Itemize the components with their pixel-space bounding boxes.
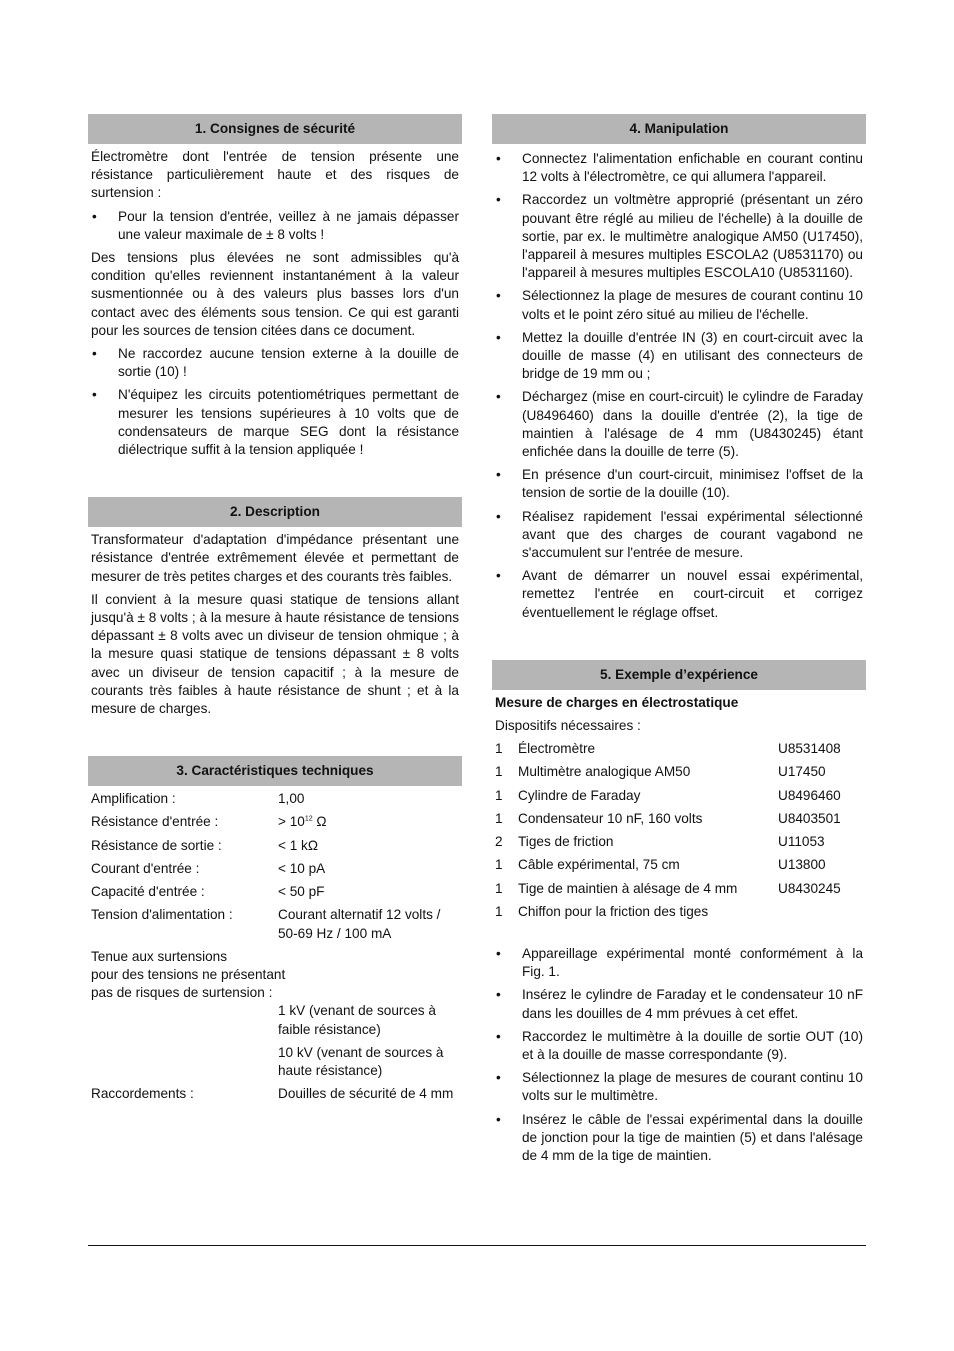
paragraph: Électromètre dont l'entrée de tension présente une résistance particulièrement haute et des risques de surtension : bbox=[91, 149, 459, 201]
paragraph: Transformateur d'adaptation d'impédance présentant une résistance d'entrée extrêmement élevée et permettant de mesurer de très petites charges et des courants très faibles. bbox=[91, 532, 459, 584]
equipment-name: Multimètre analogique AM50 bbox=[518, 764, 691, 780]
footer-rule bbox=[88, 1245, 866, 1246]
bullet-icon: • bbox=[496, 192, 501, 208]
equipment-code: U8403501 bbox=[778, 810, 841, 826]
equipment-name: Cylindre de Faraday bbox=[518, 787, 641, 803]
equipment-code: U11053 bbox=[778, 834, 825, 850]
equipment-row bbox=[495, 903, 863, 926]
bullet-icon: • bbox=[496, 1070, 501, 1086]
bullet-icon: • bbox=[496, 1028, 501, 1044]
spec-value: < 10 pA bbox=[278, 860, 326, 876]
equipment-row bbox=[495, 810, 863, 833]
equipment-qty: 1 bbox=[495, 857, 503, 873]
tenue-block bbox=[91, 948, 459, 1080]
spec-value: < 1 kΩ bbox=[278, 837, 319, 853]
spec-key: Résistance de sortie : bbox=[91, 837, 222, 853]
equipment-row bbox=[495, 856, 863, 879]
bullet-list bbox=[91, 345, 459, 459]
list-item: • Appareillage expérimental monté conformément à la Fig. 1. bbox=[496, 945, 863, 980]
spec-key: Courant d'entrée : bbox=[91, 860, 200, 876]
equipment-code: U17450 bbox=[778, 764, 826, 780]
list-item: • Raccordez un voltmètre approprié (présentant un zéro pouvant être réglé au milieu de l'échelle) à la douille de sortie, par ex. le multimètre analogique AM50 (U17450), l'appareil à mesures multiples ESCOLA2 (U8531170) ou l'appareil à mesures multiples ESCOLA10 (U8531160). bbox=[496, 192, 863, 281]
equipment-row bbox=[495, 880, 863, 903]
spec-value: < 50 pF bbox=[278, 884, 325, 900]
equipment-qty: 1 bbox=[495, 810, 503, 826]
list-item: • Insérez le cylindre de Faraday et le condensateur 10 nF dans les douilles de 4 mm prévues à cet effet. bbox=[496, 987, 863, 1021]
equipment-name: Tiges de friction bbox=[518, 834, 614, 850]
right-column bbox=[492, 114, 866, 1170]
spec-row bbox=[91, 837, 459, 860]
section-title: 2. Description bbox=[88, 497, 462, 527]
equipment-code bbox=[778, 903, 863, 926]
experiment-subtitle: Mesure de charges en électrostatique bbox=[495, 694, 739, 710]
bullet-icon: • bbox=[92, 387, 97, 403]
equipment-row bbox=[495, 763, 863, 786]
equipment-row bbox=[495, 740, 863, 763]
equipment-qty: 1 bbox=[495, 880, 503, 896]
bullet-icon: • bbox=[92, 346, 97, 362]
equipment-qty: 1 bbox=[495, 764, 503, 780]
bullet-icon: • bbox=[496, 467, 501, 483]
bullet-icon: • bbox=[496, 1111, 501, 1127]
equipment-qty: 1 bbox=[495, 741, 503, 757]
equipment-name: Câble expérimental, 75 cm bbox=[518, 857, 680, 873]
spec-value: Courant alternatif 12 volts / 50-69 Hz / 100 mA bbox=[278, 907, 441, 941]
spec-value: Douilles de sécurité de 4 mm bbox=[278, 1086, 454, 1102]
specs-table bbox=[91, 790, 459, 947]
equipment-qty: 1 bbox=[495, 787, 503, 803]
equipment-row bbox=[495, 787, 863, 810]
section-title: 4. Manipulation bbox=[492, 114, 866, 144]
section-title: 3. Caractéristiques techniques bbox=[88, 756, 462, 786]
equipment-name: Condensateur 10 nF, 160 volts bbox=[518, 810, 703, 826]
tenue-value: 10 kV (venant de sources à haute résistance) bbox=[278, 1044, 444, 1078]
spec-row bbox=[91, 883, 459, 906]
list-item: • Déchargez (mise en court-circuit) le cylindre de Faraday (U8496460) dans la douille d'entrée (2), la tige de maintien à l'alésage de 4 mm (U8430245) étant enfichée dans la douille de terre (5). bbox=[496, 389, 863, 460]
spec-row bbox=[91, 906, 459, 947]
section-description bbox=[88, 497, 462, 718]
bullet-list bbox=[91, 208, 459, 244]
bullet-icon: • bbox=[496, 568, 501, 584]
spec-value: 1,00 bbox=[278, 791, 305, 807]
equipment-code: U8430245 bbox=[778, 880, 841, 896]
equipment-name: Électromètre bbox=[518, 741, 596, 757]
section-specs bbox=[88, 756, 462, 1108]
connections-row bbox=[91, 1085, 459, 1108]
list-item: • Mettez la douille d'entrée IN (3) en court-circuit avec la douille de masse (4) en utilisant des connecteurs de bridge de 19 mm ou ; bbox=[496, 329, 863, 382]
equipment-qty: 2 bbox=[495, 834, 503, 850]
left-column bbox=[88, 114, 462, 1108]
bullet-list bbox=[495, 945, 863, 1165]
paragraph: Il convient à la mesure quasi statique de tensions allant jusqu'à ± 8 volts ; à la mesure à haute résistance de tensions dépassant ± 8 volts avec un diviseur de tension ohmique ; à la mesure quasi statique de tensions dépassant ± 8 volts avec un diviseur de tension capacitif ; à la mesure de courants très faibles à haute résistance de shunt ; et à la mesure de charges. bbox=[91, 591, 459, 717]
equipment-name: Tige de maintien à alésage de 4 mm bbox=[518, 880, 738, 896]
bullet-icon: • bbox=[496, 508, 501, 524]
equipment-row bbox=[495, 833, 863, 856]
bullet-list bbox=[495, 150, 863, 622]
tenue-label: pas de risques de surtension : bbox=[91, 985, 273, 1001]
equipment-table bbox=[495, 740, 863, 926]
list-item: • Pour la tension d'entrée, veillez à ne jamais dépasser une valeur maximale de ± 8 volts ! bbox=[92, 208, 459, 242]
list-item: • Avant de démarrer un nouvel essai expérimental, remettez l'entrée en court-circuit et corrigez éventuellement le réglage offset. bbox=[496, 568, 863, 620]
list-item: • Raccordez le multimètre à la douille de sortie OUT (10) et à la douille de masse correspondante (9). bbox=[496, 1028, 863, 1062]
spec-row bbox=[91, 790, 459, 813]
tenue-label: Tenue aux surtensions bbox=[91, 948, 228, 964]
list-item: • N'équipez les circuits potentiométriques permettant de mesurer les tensions supérieures à 10 volts que de condensateurs de marque SEG dont la résistance diélectrique suffit à la tension appliquée ! bbox=[92, 387, 459, 458]
tenue-label: pour des tensions ne présentant bbox=[91, 966, 286, 982]
section-title: 5. Exemple d’expérience bbox=[492, 660, 866, 690]
bullet-icon: • bbox=[92, 208, 97, 224]
bullet-icon: • bbox=[496, 288, 501, 304]
spec-key: Capacité d'entrée : bbox=[91, 884, 205, 900]
equipment-code: U8496460 bbox=[778, 787, 841, 803]
spec-key: Résistance d'entrée : bbox=[91, 814, 219, 830]
section-title: 1. Consignes de sécurité bbox=[88, 114, 462, 144]
spec-row bbox=[91, 813, 459, 836]
list-item: • Sélectionnez la plage de mesures de courant continu 10 volts et le point zéro situé au milieu de l'échelle. bbox=[496, 288, 863, 322]
list-item: • En présence d'un court-circuit, minimisez l'offset de la tension de sortie de la douille (10). bbox=[496, 467, 863, 501]
list-item: • Insérez le câble de l'essai expérimental dans la douille de jonction pour la tige de maintien (5) et dans l'alésage de 4 mm de la tige de maintien. bbox=[496, 1111, 863, 1163]
list-item: • Ne raccordez aucune tension externe à la douille de sortie (10) ! bbox=[92, 346, 459, 380]
section-experiment bbox=[492, 660, 866, 1165]
bullet-icon: • bbox=[496, 987, 501, 1003]
bullet-icon: • bbox=[496, 151, 501, 166]
spec-row bbox=[91, 860, 459, 883]
list-item: • Réalisez rapidement l'essai expérimental sélectionné avant que des charges de courant vagabond ne s'accumulent sur l'entrée de mesure. bbox=[496, 508, 863, 561]
bullet-icon: • bbox=[496, 389, 501, 405]
equipment-qty: 1 bbox=[495, 903, 503, 919]
section-safety bbox=[88, 114, 462, 459]
equipment-code: U13800 bbox=[778, 857, 826, 873]
bullet-icon: • bbox=[496, 329, 501, 345]
spec-key: Amplification : bbox=[91, 791, 176, 807]
spec-value: > $10^{12}$ Ω bbox=[278, 814, 327, 830]
spec-key: Raccordements : bbox=[91, 1086, 194, 1102]
section-manipulation bbox=[492, 114, 866, 622]
tenue-value: 1 kV (venant de sources à faible résistance) bbox=[278, 1003, 436, 1037]
equipment-code: U8531408 bbox=[778, 741, 841, 757]
paragraph: Des tensions plus élevées ne sont admissibles qu'à condition qu'elles reviennent instantanément à la valeur susmentionnée ou à des valeurs plus basses lors d'un contact avec des éléments sous tension. Ce qui est garanti pour les sources de tension citées dans ce document. bbox=[91, 250, 459, 338]
list-item: • Sélectionnez la plage de mesures de courant continu 10 volts sur le multimètre. bbox=[496, 1070, 863, 1104]
equipment-name: Chiffon pour la friction des tiges bbox=[518, 903, 709, 919]
bullet-icon: • bbox=[496, 945, 501, 961]
paragraph: Dispositifs nécessaires : bbox=[495, 718, 641, 734]
spec-key: Tension d'alimentation : bbox=[91, 907, 233, 923]
list-item: • Connectez l'alimentation enfichable en courant continu 12 volts à l'électromètre, ce qui allumera l'appareil. bbox=[496, 151, 863, 185]
